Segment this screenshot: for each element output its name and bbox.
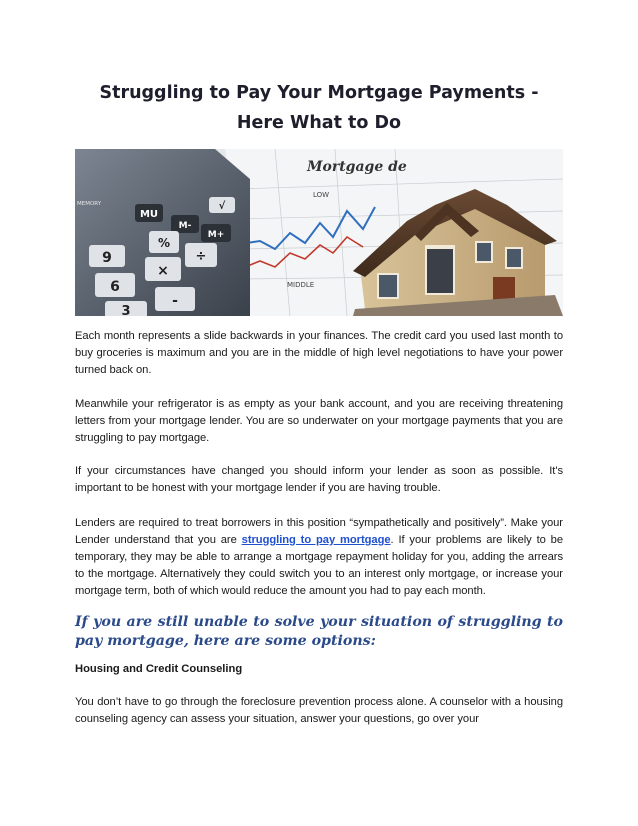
paragraph-4-before: Lenders are required to treat borrowers in this position “sympathetically and positively”. Make your Lender understand that you are — [75, 516, 563, 546]
key-three-text: 3 — [121, 304, 131, 316]
label-low-text: LOW — [313, 191, 330, 199]
label-memory-text: MEMORY — [77, 201, 102, 207]
key-sqrt-text: √ — [218, 201, 226, 212]
chart-heading-text: Mortgage de — [307, 159, 407, 175]
key-m-minus-text: M- — [178, 221, 192, 231]
paragraph-5: You don’t have to go through the foreclosure prevention process alone. A counselor with a housing counseling agency can assess your situation, answer your questions, go over your — [75, 695, 563, 725]
page-title: Struggling to Pay Your Mortgage Payments - Here What to Do — [99, 83, 539, 133]
paragraph-3: If your circumstances have changed you should inform your lender as soon as possible. It's important to be honest with your mortgage lender if you are having trouble. — [75, 465, 563, 495]
label-middle-text: MIDDLE — [287, 281, 315, 289]
mortgage-calculator-house-photo-icon — [75, 149, 563, 316]
key-six-text: 6 — [110, 279, 120, 295]
options-subheading: If you are still unable to solve your situation of struggling to pay mortgage, here are some options: — [75, 613, 563, 649]
hero-image — [75, 149, 563, 316]
paragraph-1: Each month represents a slide backwards in your finances. The credit card you used last month to buy groceries is maximum and you are in the middle of high level negotiations to have your power turned back on. — [75, 330, 563, 377]
key-mu-text: MU — [139, 209, 159, 220]
key-nine-text: 9 — [102, 250, 112, 266]
key-m-plus-text: M+ — [207, 230, 225, 240]
key-percent-text: % — [157, 236, 171, 250]
key-multiply-text: × — [157, 263, 169, 279]
paragraph-4 — [75, 515, 563, 601]
key-minus-text: - — [172, 293, 178, 309]
paragraph-2: Meanwhile your refrigerator is as empty as your bank account, and you are receiving threatening letters from your mortgage lender. You are so underwater on your mortgage payments that you are struggling to pay mortgage. — [75, 397, 563, 445]
key-divide-text: ÷ — [195, 249, 207, 264]
section-heading: Housing and Credit Counseling — [75, 662, 243, 675]
struggling-to-pay-mortgage-link[interactable]: struggling to pay mortgage — [241, 533, 391, 546]
paragraph-4-after: . If your problems are likely to be temporary, they may be able to arrange a mortgage repayment holiday for you, adding the arrears to the mortgage. Alternatively they could switch you to an interest only mortgage, or increase your mortgage term, both of which would reduce the amount you had to pay each month. — [75, 533, 563, 598]
